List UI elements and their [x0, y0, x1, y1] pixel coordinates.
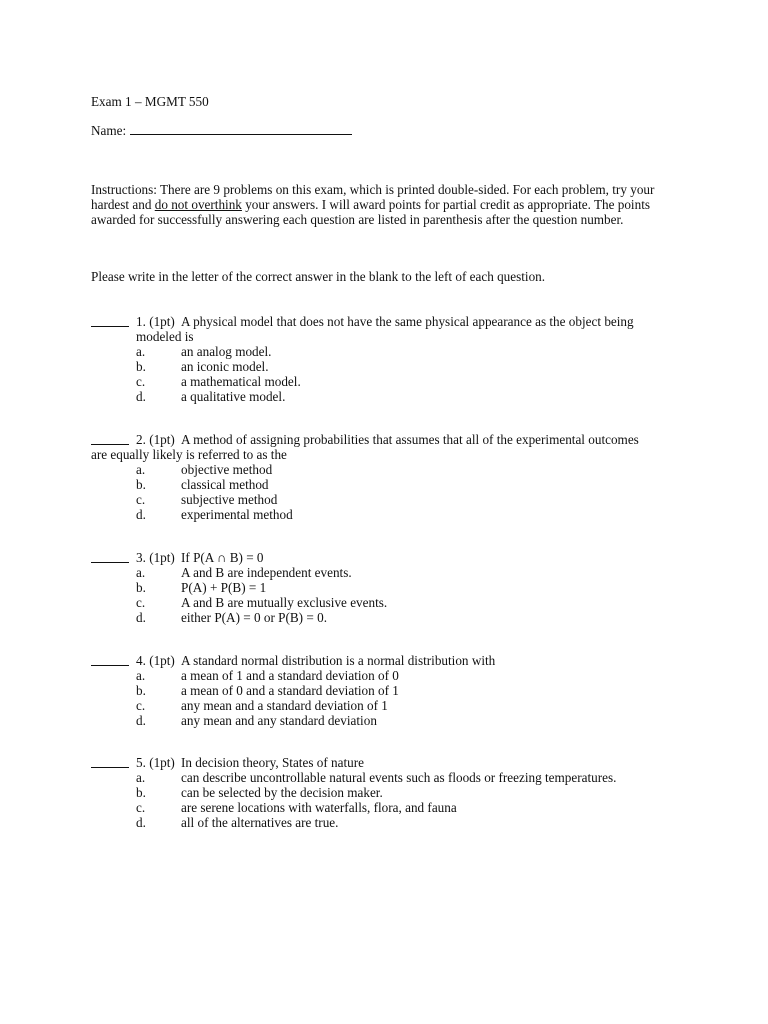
- choice-text: an iconic model.: [181, 359, 269, 374]
- choice-text: subjective method: [181, 492, 278, 507]
- choice-a: [91, 565, 681, 580]
- question-stem-continued: modeled is: [136, 329, 194, 344]
- choice-letter: a.: [136, 565, 146, 580]
- choice-b: [91, 683, 681, 698]
- choice-letter: a.: [136, 668, 146, 683]
- choice-letter: c.: [136, 698, 146, 713]
- choice-letter: b.: [136, 683, 146, 698]
- question-stem-continued: are equally likely is referred to as the: [91, 447, 287, 462]
- answer-blank[interactable]: [91, 653, 129, 666]
- question-3: [91, 550, 681, 625]
- choice-text: can be selected by the decision maker.: [181, 785, 383, 800]
- question-stem: A standard normal distribution is a normal distribution with: [181, 653, 496, 668]
- choice-letter: b.: [136, 580, 146, 595]
- choice-b: [91, 580, 681, 595]
- choice-a: [91, 770, 681, 785]
- choice-d: [91, 389, 681, 404]
- question-2: [91, 432, 681, 522]
- question-number: 2. (1pt): [136, 432, 175, 447]
- choice-d: [91, 610, 681, 625]
- answer-blank[interactable]: [91, 550, 129, 563]
- question-header: [91, 653, 681, 668]
- choice-d: [91, 815, 681, 830]
- choice-c: [91, 698, 681, 713]
- exam-title: Exam 1 – MGMT 550: [91, 94, 209, 109]
- choice-a: [91, 668, 681, 683]
- answer-blank[interactable]: [91, 755, 129, 768]
- choice-b: [91, 477, 681, 492]
- choice-text: are serene locations with waterfalls, flora, and fauna: [181, 800, 457, 815]
- question-stem: A method of assigning probabilities that assumes that all of the experimental outcomes: [181, 432, 639, 447]
- choice-c: [91, 374, 681, 389]
- choice-text: any mean and a standard deviation of 1: [181, 698, 388, 713]
- choice-letter: d.: [136, 713, 146, 728]
- name-label: Name:: [91, 123, 127, 138]
- question-header: [91, 314, 681, 329]
- instructions-part1: Instructions: There are 9 problems on this exam, which is printed double-sided. For each problem, try your hardest and: [91, 182, 655, 212]
- choice-text: either P(A) = 0 or P(B) = 0.: [181, 610, 327, 625]
- choice-letter: c.: [136, 374, 146, 389]
- choice-a: [91, 344, 681, 359]
- choice-letter: b.: [136, 477, 146, 492]
- choice-text: P(A) + P(B) = 1: [181, 580, 267, 595]
- choice-letter: a.: [136, 462, 146, 477]
- question-number: 5. (1pt): [136, 755, 175, 770]
- choice-text: a mean of 0 and a standard deviation of 1: [181, 683, 399, 698]
- choice-text: a mean of 1 and a standard deviation of 0: [181, 668, 399, 683]
- choice-letter: d.: [136, 815, 146, 830]
- choice-text: can describe uncontrollable natural events such as floods or freezing temperatures.: [181, 770, 617, 785]
- question-header: [91, 755, 681, 770]
- question-number: 1. (1pt): [136, 314, 175, 329]
- name-line: [91, 122, 352, 138]
- choice-letter: d.: [136, 610, 146, 625]
- question-5: [91, 755, 681, 830]
- choice-letter: c.: [136, 800, 146, 815]
- choice-text: A and B are independent events.: [181, 565, 352, 580]
- question-4: [91, 653, 681, 728]
- question-header: [91, 432, 681, 447]
- choice-text: an analog model.: [181, 344, 272, 359]
- choice-letter: a.: [136, 344, 146, 359]
- answer-blank[interactable]: [91, 314, 129, 327]
- choice-text: all of the alternatives are true.: [181, 815, 339, 830]
- choice-text: A and B are mutually exclusive events.: [181, 595, 388, 610]
- answer-instructions: Please write in the letter of the correct answer in the blank to the left of each question.: [91, 269, 546, 284]
- question-number: 3. (1pt): [136, 550, 175, 565]
- choice-text: objective method: [181, 462, 273, 477]
- choice-b: [91, 785, 681, 800]
- choice-d: [91, 507, 681, 522]
- choice-text: a mathematical model.: [181, 374, 301, 389]
- choice-a: [91, 462, 681, 477]
- question-stem: A physical model that does not have the same physical appearance as the object being: [181, 314, 634, 329]
- choice-letter: a.: [136, 770, 146, 785]
- choice-letter: d.: [136, 389, 146, 404]
- choice-letter: b.: [136, 359, 146, 374]
- instructions-underlined: do not overthink: [154, 197, 242, 212]
- question-1: [91, 314, 681, 404]
- choice-letter: c.: [136, 492, 146, 507]
- instructions: [91, 182, 681, 227]
- choice-text: experimental method: [181, 507, 293, 522]
- question-stem: In decision theory, States of nature: [181, 755, 364, 770]
- choice-c: [91, 595, 681, 610]
- choice-text: any mean and any standard deviation: [181, 713, 377, 728]
- name-blank[interactable]: [130, 122, 352, 135]
- choice-letter: b.: [136, 785, 146, 800]
- question-header: [91, 550, 681, 565]
- question-number: 4. (1pt): [136, 653, 175, 668]
- choice-letter: c.: [136, 595, 146, 610]
- question-stem: If P(A ∩ B) = 0: [181, 550, 264, 565]
- choice-letter: d.: [136, 507, 146, 522]
- choice-text: a qualitative model.: [181, 389, 286, 404]
- choice-b: [91, 359, 681, 374]
- choice-c: [91, 800, 681, 815]
- instructions-part2: your answers. I will award points for partial credit as appropriate. The points awarded for successfully answering each question are listed in parenthesis after the question number.: [91, 197, 650, 227]
- choice-c: [91, 492, 681, 507]
- answer-blank[interactable]: [91, 432, 129, 445]
- choice-d: [91, 713, 681, 728]
- choice-text: classical method: [181, 477, 269, 492]
